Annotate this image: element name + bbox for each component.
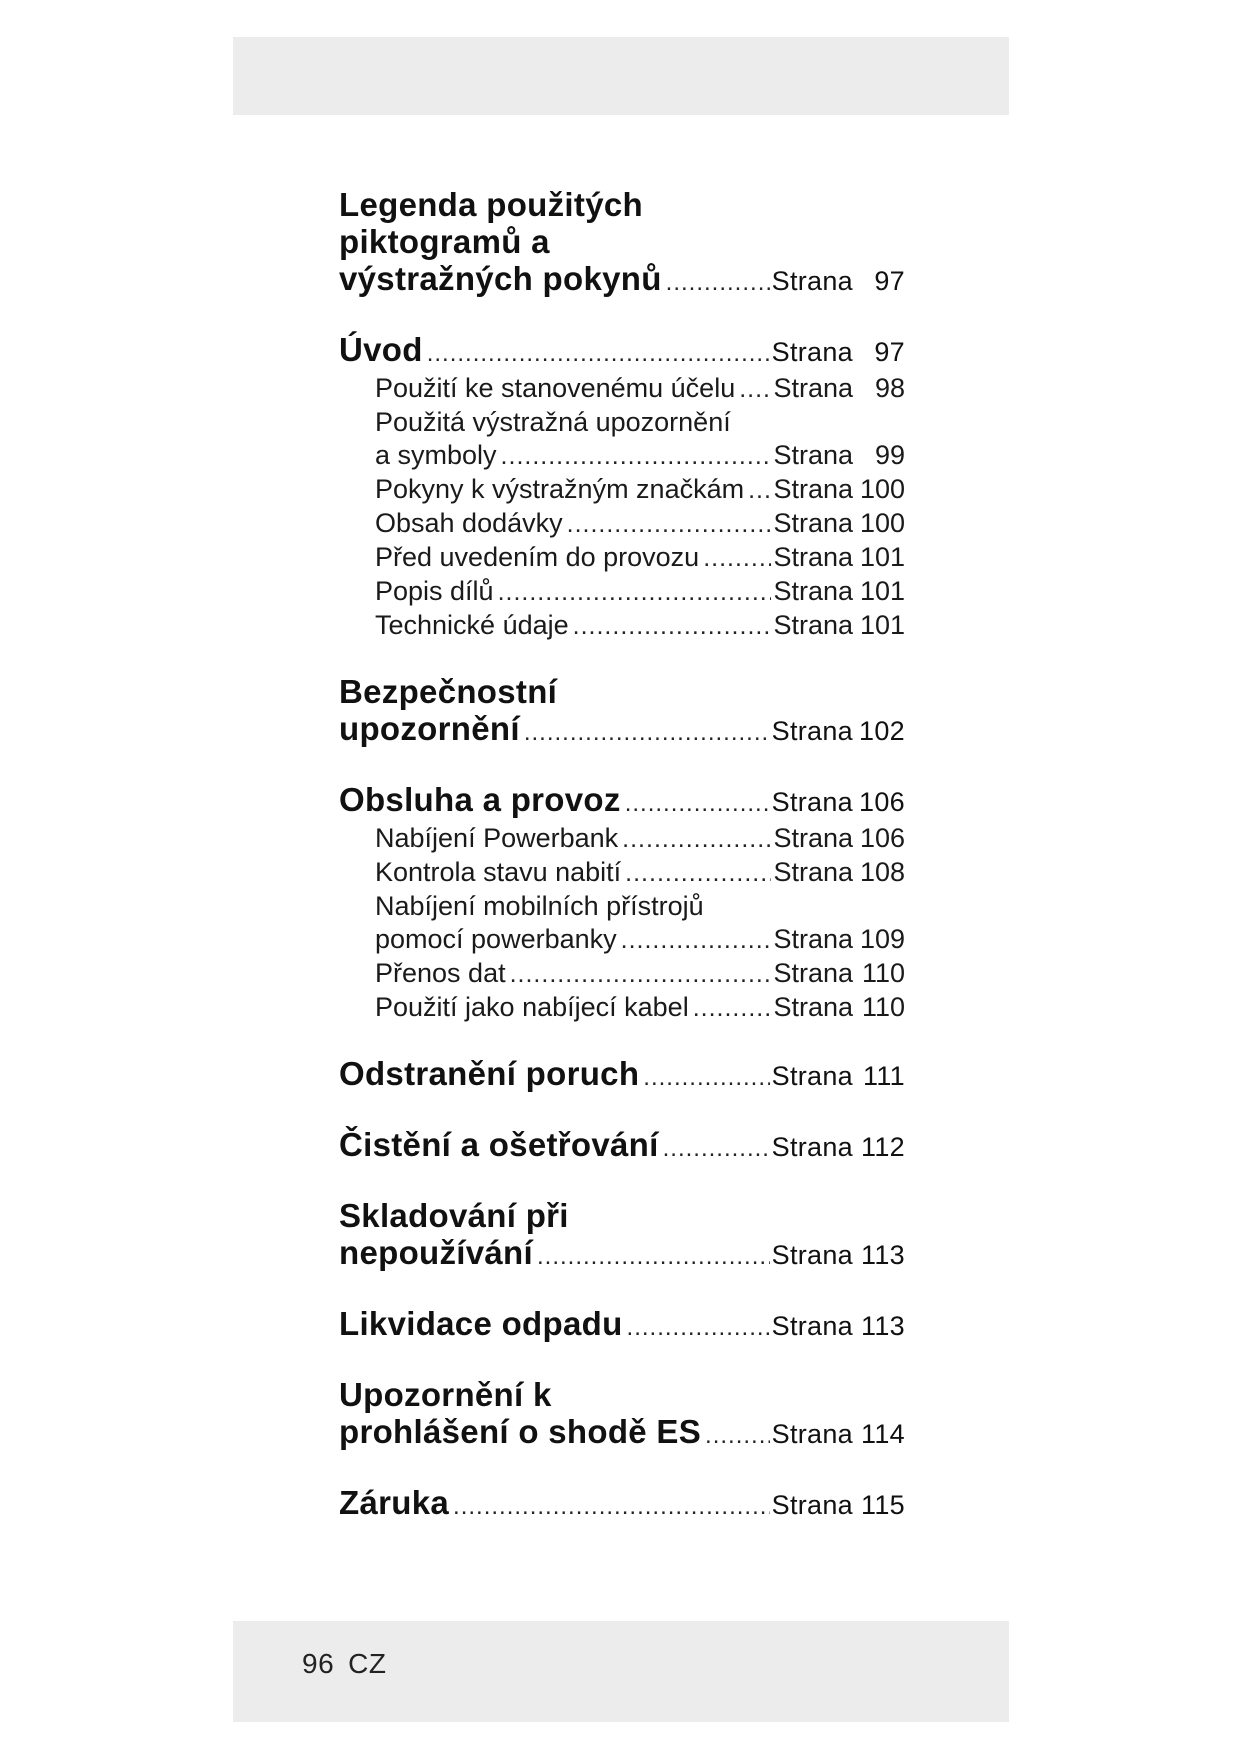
section-title: Odstranění poruch	[339, 1055, 640, 1092]
page-footer	[302, 1648, 386, 1680]
toc-section	[339, 1305, 905, 1346]
subsection-title-line: Nabíjení mobilních přístrojů	[375, 891, 704, 921]
dot-leader	[453, 1488, 770, 1525]
toc-section	[339, 1055, 905, 1096]
subsection-title: Použití jako nabíjecí kabel	[375, 992, 689, 1022]
page-label: Strana	[773, 474, 853, 504]
dot-leader	[622, 823, 771, 856]
dot-leader	[573, 610, 772, 643]
page-label: Strana	[773, 823, 853, 853]
toc-subentry-row[interactable]	[339, 507, 905, 541]
page-ref: 112	[861, 1132, 905, 1162]
page-label: Strana	[771, 1132, 853, 1162]
dot-leader	[739, 373, 771, 406]
page-label: Strana	[771, 1419, 853, 1449]
subsection-title: Přenos dat	[375, 958, 506, 988]
page-ref: 106	[859, 823, 905, 853]
toc-entry-row[interactable]	[339, 1055, 905, 1096]
page-ref: 110	[861, 992, 905, 1022]
page-ref: 113	[861, 1240, 905, 1270]
dot-leader	[621, 924, 772, 957]
dot-leader	[625, 785, 770, 822]
page-label: Strana	[771, 266, 853, 296]
dot-leader	[663, 1130, 770, 1167]
page-ref: 100	[859, 508, 905, 538]
page-ref: 100	[859, 474, 905, 504]
page-ref: 108	[859, 857, 905, 887]
page-ref: 109	[859, 924, 905, 954]
page-label: Strana	[771, 1061, 853, 1091]
toc-section	[339, 186, 905, 301]
subsection-title: Kontrola stavu nabití	[375, 857, 622, 887]
toc-subentry-row[interactable]	[339, 372, 905, 406]
toc-subentry-row[interactable]	[339, 439, 905, 473]
page-label: Strana	[773, 857, 853, 887]
subsection-title: Popis dílů	[375, 576, 494, 606]
dot-leader	[693, 992, 772, 1025]
toc-subentry-row[interactable]	[339, 473, 905, 507]
toc-section	[339, 331, 905, 643]
table-of-contents	[339, 186, 905, 1555]
section-title-line: Legenda použitých	[339, 186, 643, 223]
page-ref: 114	[861, 1419, 905, 1449]
subsection-title: a symboly	[375, 440, 497, 470]
page-ref: 102	[859, 716, 905, 746]
toc-subentry-row[interactable]	[339, 575, 905, 609]
page-label: Strana	[773, 610, 853, 640]
page-ref: 101	[859, 576, 905, 606]
section-title: prohlášení o shodě ES	[339, 1413, 702, 1450]
page-ref: 99	[874, 440, 905, 470]
dot-leader	[627, 1309, 770, 1346]
page-number: 96	[302, 1648, 335, 1679]
page-label: Strana	[771, 1240, 853, 1270]
page-label: Strana	[771, 1311, 853, 1341]
page-ref: 97	[874, 266, 905, 296]
section-title-line: Upozornění k	[339, 1376, 552, 1413]
subsection-title: Nabíjení Powerbank	[375, 823, 619, 853]
dot-leader	[703, 542, 771, 575]
dot-leader	[625, 857, 771, 890]
toc-subentry-row[interactable]	[339, 856, 905, 890]
subsection-title: Pokyny k výstražným značkám	[375, 474, 745, 504]
section-title: výstražných pokynů	[339, 260, 662, 297]
section-title-line: Bezpečnostní	[339, 673, 558, 710]
page-ref: 115	[861, 1490, 905, 1520]
page-label: Strana	[771, 787, 853, 817]
section-title: Záruka	[339, 1484, 450, 1521]
page-label: Strana	[773, 924, 853, 954]
section-title: Likvidace odpadu	[339, 1305, 623, 1342]
toc-section	[339, 1484, 905, 1525]
page-ref: 101	[859, 542, 905, 572]
section-title: Obsluha a provoz	[339, 781, 621, 818]
page-label: Strana	[773, 508, 853, 538]
page-ref: 98	[874, 373, 905, 403]
toc-section	[339, 1376, 905, 1454]
page-label: Strana	[771, 337, 853, 367]
page-label: Strana	[773, 542, 853, 572]
toc-subentry-row[interactable]	[339, 991, 905, 1025]
toc-section	[339, 673, 905, 751]
subsection-title: Obsah dodávky	[375, 508, 563, 538]
language-code: CZ	[348, 1648, 387, 1679]
header-band	[233, 37, 1009, 115]
section-title: nepoužívání	[339, 1234, 533, 1271]
section-title: Úvod	[339, 331, 423, 368]
subsection-title: Před uvedením do provozu	[375, 542, 700, 572]
dot-leader	[643, 1059, 769, 1096]
dot-leader	[427, 335, 770, 372]
toc-subentry-row[interactable]	[339, 609, 905, 643]
page-label: Strana	[773, 992, 853, 1022]
toc-subentry-row[interactable]	[339, 923, 905, 957]
toc-entry-row[interactable]	[339, 1305, 905, 1346]
dot-leader	[537, 1238, 770, 1275]
subsection-title: Použití ke stanovenému účelu	[375, 373, 736, 403]
page-label: Strana	[773, 958, 853, 988]
page-ref: 113	[861, 1311, 905, 1341]
page-label: Strana	[773, 440, 853, 470]
dot-leader	[510, 958, 772, 991]
section-title: upozornění	[339, 710, 520, 747]
page-ref: 97	[874, 337, 905, 367]
dot-leader	[524, 714, 770, 751]
subsection-title-line: Použitá výstražná upozornění	[375, 407, 731, 437]
toc-subentry-row[interactable]	[339, 541, 905, 575]
dot-leader	[705, 1417, 770, 1454]
dot-leader	[567, 508, 772, 541]
subsection-title: pomocí powerbanky	[375, 924, 617, 954]
toc-subentry-row[interactable]	[339, 957, 905, 991]
toc-entry-row[interactable]	[339, 1126, 905, 1167]
dot-leader	[748, 474, 771, 507]
toc-section	[339, 1126, 905, 1167]
toc-entry-row[interactable]	[339, 260, 905, 301]
toc-entry-row[interactable]	[339, 1484, 905, 1525]
toc-entry-row[interactable]	[339, 1413, 905, 1454]
page-label: Strana	[771, 1490, 853, 1520]
toc-subentry-row[interactable]	[339, 822, 905, 856]
page-ref: 110	[861, 958, 905, 988]
page-label: Strana	[771, 716, 853, 746]
section-title-line: piktogramů a	[339, 223, 550, 260]
page-ref: 106	[859, 787, 905, 817]
page-label: Strana	[773, 576, 853, 606]
toc-entry-row[interactable]	[339, 781, 905, 822]
dot-leader	[666, 264, 770, 301]
subsection-title: Technické údaje	[375, 610, 569, 640]
section-title-line: Skladování při	[339, 1197, 569, 1234]
dot-leader	[501, 440, 772, 473]
page-ref: 101	[859, 610, 905, 640]
page-label: Strana	[773, 373, 853, 403]
toc-entry-row[interactable]	[339, 1234, 905, 1275]
toc-section	[339, 1197, 905, 1275]
dot-leader	[498, 576, 772, 609]
toc-section	[339, 781, 905, 1025]
page-ref: 111	[863, 1061, 905, 1091]
section-title: Čistění a ošetřování	[339, 1126, 659, 1163]
toc-entry-row[interactable]	[339, 710, 905, 751]
toc-entry-row[interactable]	[339, 331, 905, 372]
